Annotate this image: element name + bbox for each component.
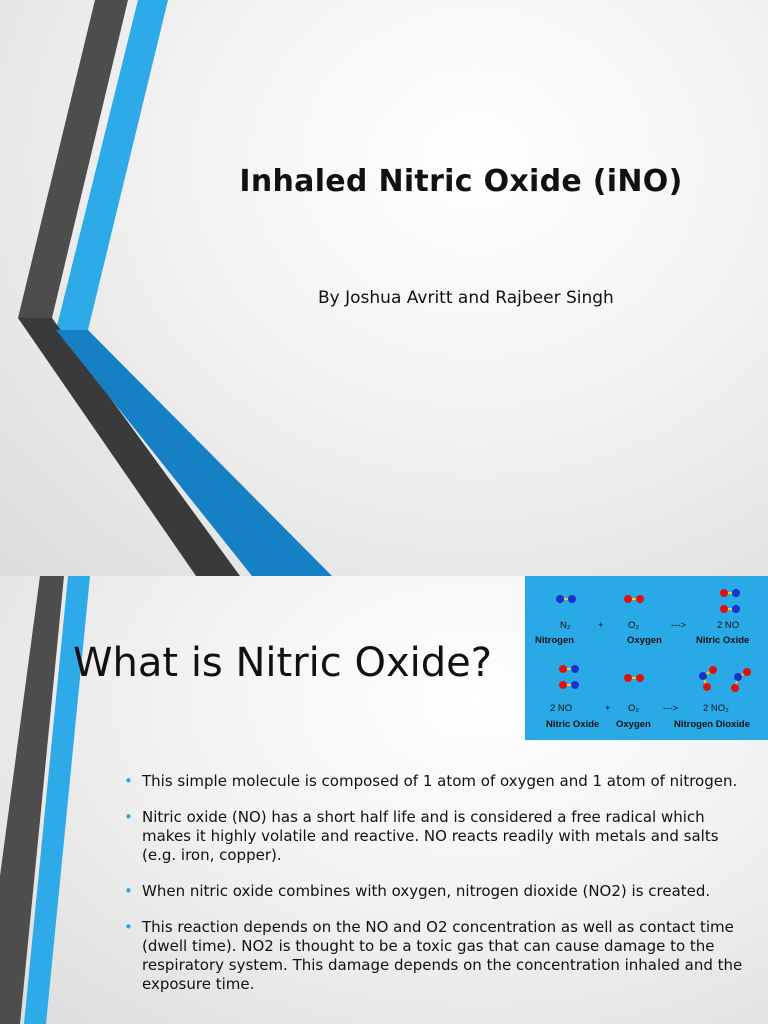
name-nitrogen: Nitrogen xyxy=(535,635,575,646)
list-item xyxy=(120,918,750,994)
bullet-text: This reaction depends on the NO and O2 concentration as well as contact time (dwell time). NO2 is thought to be a toxic gas that can cause damage to the respiratory system. This damage depends on the concentration inhaled and the exposure time. xyxy=(142,918,743,993)
o2-molecule-icon xyxy=(624,595,644,603)
bullet-text: When nitric oxide combines with oxygen, nitrogen dioxide (NO2) is created. xyxy=(142,882,711,900)
two-no-molecules-icon-row2 xyxy=(559,665,579,689)
slide-title: What is Nitric Oxide? xyxy=(73,640,492,686)
name-oxygen-row2: Oxygen xyxy=(616,719,651,730)
two-no-molecules-icon xyxy=(720,589,740,613)
bullet-text: This simple molecule is composed of 1 atom of oxygen and 1 atom of nitrogen. xyxy=(142,772,738,790)
list-item xyxy=(120,808,750,865)
gray-stripe-lower xyxy=(18,318,240,576)
formula-2no2: 2 NO₂ xyxy=(703,703,729,714)
molecule-drawings xyxy=(525,576,768,740)
name-oxygen: Oxygen xyxy=(627,635,662,646)
formula-2no: 2 NO xyxy=(717,620,740,631)
name-nitrogen-dioxide: Nitrogen Dioxide xyxy=(674,719,751,730)
reaction-diagram xyxy=(525,576,768,740)
bullet-dot-icon: • xyxy=(124,808,133,826)
name-nitric-oxide: Nitric Oxide xyxy=(696,635,750,646)
formula-n2: N₂ xyxy=(560,620,571,631)
bullet-dot-icon: • xyxy=(124,918,133,936)
content-slide xyxy=(0,576,768,1024)
plus-sign-row2: + xyxy=(605,703,611,714)
formula-o2-row2: O₂ xyxy=(628,703,640,714)
plus-sign: + xyxy=(598,620,604,631)
bullet-dot-icon: • xyxy=(124,882,133,900)
reaction-arrow-row2: ---> xyxy=(663,703,679,714)
reaction-arrow: ---> xyxy=(671,620,687,631)
n2-molecule-icon xyxy=(556,595,576,603)
formula-2no-row2: 2 NO xyxy=(550,703,573,714)
bullet-dot-icon: • xyxy=(124,772,133,790)
bullet-list xyxy=(120,772,750,1011)
list-item xyxy=(120,772,750,791)
list-item xyxy=(120,882,750,901)
formula-o2: O₂ xyxy=(628,620,640,631)
slide-title: Inhaled Nitric Oxide (iNO) xyxy=(239,164,683,199)
bullet-text: Nitric oxide (NO) has a short half life and is considered a free radical which makes it highly volatile and reactive. NO reacts readily with metals and salts (e.g. iron, copper). xyxy=(142,808,719,864)
slide-subtitle: By Joshua Avritt and Rajbeer Singh xyxy=(318,288,614,308)
o2-molecule-icon-row2 xyxy=(624,674,644,682)
two-no2-molecules-icon xyxy=(699,666,751,692)
name-nitric-oxide-row2: Nitric Oxide xyxy=(546,719,600,730)
